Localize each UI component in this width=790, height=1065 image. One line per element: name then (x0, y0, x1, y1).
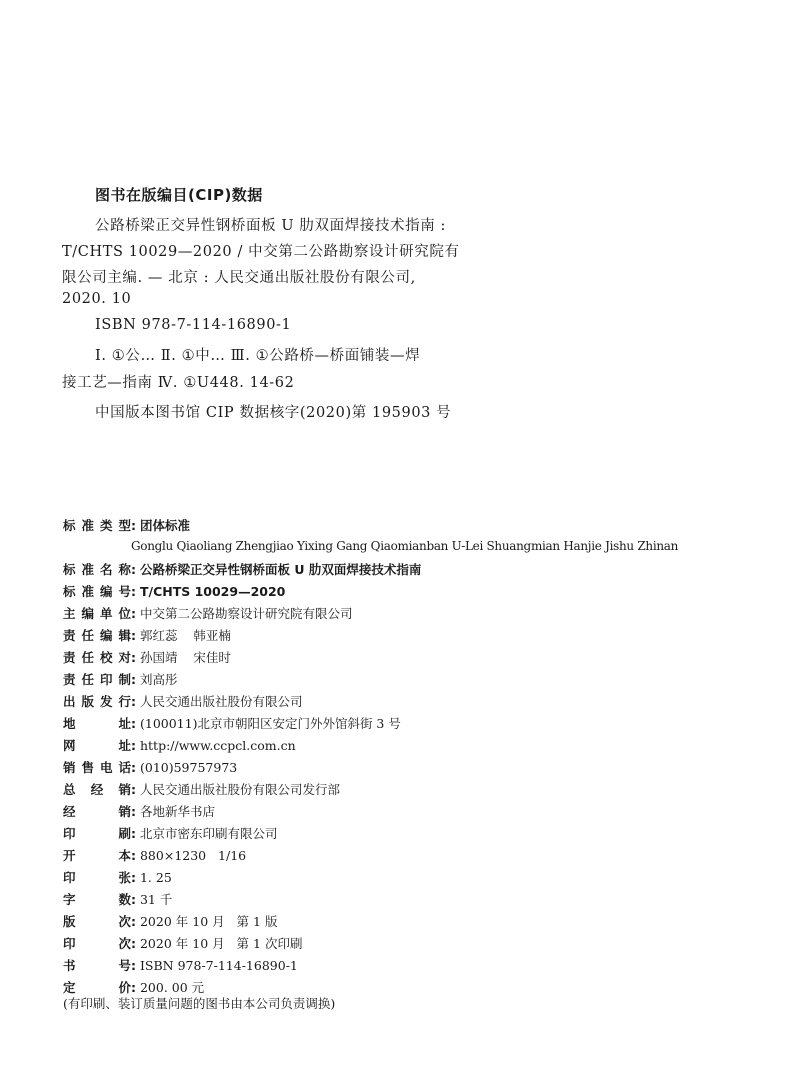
cip-line: 中国版本图书馆 CIP 数据核字(2020)第 195903 号 (95, 405, 452, 421)
row-label: 印次 (63, 936, 131, 951)
row-label: 责任校对 (63, 650, 131, 665)
row-value: http://www.ccpcl.com.cn (139, 738, 296, 753)
colophon-row-standard-name: 标准名称: 公路桥梁正交异性钢桥面板 U 肋双面焊接技术指南 (63, 559, 421, 581)
row-label: 出版发行 (63, 694, 131, 709)
row-label: 书号 (63, 958, 131, 973)
row-label: 标准编号 (63, 584, 131, 599)
colophon-row-distribution: 经销: 各地新华书店 (63, 801, 215, 823)
row-label: 印刷 (63, 826, 131, 841)
colophon-row-website: 网址: http://www.ccpcl.com.cn (63, 735, 296, 757)
pinyin-title: Gonglu Qiaoliang Zhengjiao Yixing Gang Qiaomianban U-Lei Shuangmian Hanjie Jishu Zhinan (131, 539, 679, 553)
row-label: 经销 (63, 804, 131, 819)
cip-line: Ⅰ. ①公… Ⅱ. ①中… Ⅲ. ①公路桥—桥面铺装—焊 (95, 348, 421, 364)
row-label: 网址 (63, 738, 131, 753)
row-value: T/CHTS 10029—2020 (139, 584, 286, 599)
row-value: 人民交通出版社股份有限公司 (139, 694, 303, 709)
row-value: ISBN 978-7-114-16890-1 (139, 958, 298, 973)
row-value: (100011)北京市朝阳区安定门外外馆斜街 3 号 (139, 716, 401, 731)
row-value: 中交第二公路勘察设计研究院有限公司 (139, 606, 353, 621)
row-label: 开本 (63, 848, 131, 863)
colophon-row-book-number: 书号: ISBN 978-7-114-16890-1 (63, 955, 298, 977)
cip-line: T/CHTS 10029—2020 / 中交第二公路勘察设计研究院有 (62, 244, 460, 260)
colophon-row-general-distribution: 总经销: 人民交通出版社股份有限公司发行部 (63, 779, 340, 801)
colophon-row-price: 定价: 200. 00 元 (63, 977, 204, 999)
row-value: 880×1230 1/16 (139, 848, 247, 863)
row-value: 团体标准 (139, 518, 190, 533)
colophon-row-sheets: 印张: 1. 25 (63, 867, 172, 889)
colophon-row-impression: 印次: 2020 年 10 月 第 1 次印刷 (63, 933, 302, 955)
row-value: 郭红蕊 韩亚楠 (139, 628, 231, 643)
cip-line: 限公司主编. — 北京 : 人民交通出版社股份有限公司, (62, 270, 416, 286)
colophon-row-publisher: 出版发行: 人民交通出版社股份有限公司 (63, 691, 303, 713)
row-label: 销售电话 (63, 760, 131, 775)
row-label: 责任编辑 (63, 628, 131, 643)
cip-line: 2020. 10 (62, 291, 132, 307)
colophon-row-standard-type: 标准类型: 团体标准 (63, 515, 190, 537)
row-label: 总经销 (63, 782, 131, 797)
row-label: 印张 (63, 870, 131, 885)
colophon-row-word-count: 字数: 31 千 (63, 889, 172, 911)
colophon-row-format: 开本: 880×1230 1/16 (63, 845, 246, 867)
cip-line: 公路桥梁正交异性钢桥面板 U 肋双面焊接技术指南 : (95, 218, 447, 234)
row-label: 版次 (63, 914, 131, 929)
cip-line: 接工艺—指南 Ⅳ. ①U448. 14-62 (62, 375, 295, 391)
row-label: 主编单位 (63, 606, 131, 621)
colophon-row-edition: 版次: 2020 年 10 月 第 1 版 (63, 911, 277, 933)
row-value: (010)59757973 (139, 760, 238, 775)
colophon-row-printing: 印刷: 北京市密东印刷有限公司 (63, 823, 278, 845)
row-value: 刘高彤 (139, 672, 178, 687)
colophon-row-sales-phone: 销售电话: (010)59757973 (63, 757, 237, 779)
row-label: 地址 (63, 716, 131, 731)
row-value: 各地新华书店 (139, 804, 215, 819)
colophon-row-standard-number: 标准编号: T/CHTS 10029—2020 (63, 581, 285, 603)
row-label: 标准名称 (63, 562, 131, 577)
colophon-row-editor-unit: 主编单位: 中交第二公路勘察设计研究院有限公司 (63, 603, 353, 625)
row-value: 孙国靖 宋佳时 (139, 650, 231, 665)
row-value: 人民交通出版社股份有限公司发行部 (139, 782, 340, 797)
row-value: 2020 年 10 月 第 1 版 (139, 914, 278, 929)
row-value: 北京市密东印刷有限公司 (139, 826, 278, 841)
row-value: 2020 年 10 月 第 1 次印刷 (139, 936, 303, 951)
row-value: 1. 25 (139, 870, 172, 885)
colophon-row-responsible-proofreading: 责任校对: 孙国靖 宋佳时 (63, 647, 231, 669)
row-value: 200. 00 元 (139, 980, 205, 995)
colophon-row-address: 地址: (100011)北京市朝阳区安定门外外馆斜街 3 号 (63, 713, 401, 735)
row-value: 31 千 (139, 892, 173, 907)
row-label: 标准类型 (63, 518, 131, 533)
cip-heading: 图书在版编目(CIP)数据 (95, 186, 263, 204)
colophon-row-responsible-printing: 责任印制: 刘高彤 (63, 669, 178, 691)
row-label: 字数 (63, 892, 131, 907)
row-label: 定价 (63, 980, 131, 995)
quality-note: (有印刷、装订质量问题的图书由本公司负责调换) (63, 996, 336, 1011)
row-label: 责任印制 (63, 672, 131, 687)
colophon-row-responsible-editor: 责任编辑: 郭红蕊 韩亚楠 (63, 625, 231, 647)
cip-line: ISBN 978-7-114-16890-1 (95, 317, 292, 333)
row-value: 公路桥梁正交异性钢桥面板 U 肋双面焊接技术指南 (139, 562, 422, 577)
